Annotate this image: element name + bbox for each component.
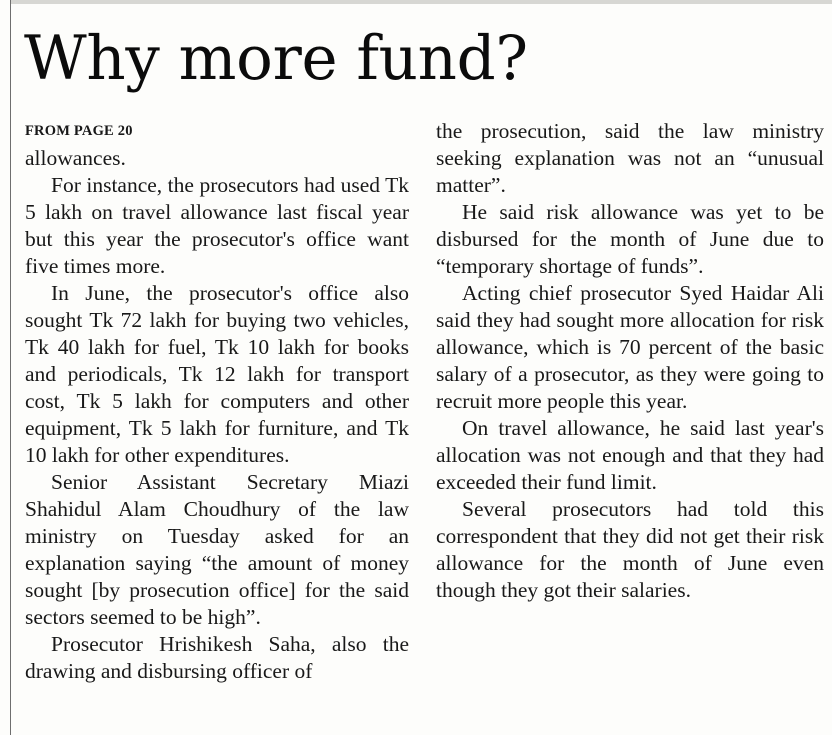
paragraph: the prosecution, said the law ministry seeking explanation was not an “unusual matter”.	[436, 119, 824, 197]
paragraph: Senior Assistant Secretary Miazi Shahidul Alam Choudhury of the law ministry on Tuesday asked for an explanation saying “the amount of money sought [by prosecution office] for the said sectors seemed to be high”.	[25, 470, 409, 629]
paragraph: For instance, the prosecutors had used Tk 5 lakh on travel allowance last fiscal year but this year the prosecutor's office want five times more.	[25, 173, 409, 278]
paragraph: Prosecutor Hrishikesh Saha, also the drawing and disbursing officer of	[25, 632, 409, 683]
page-top-edge	[10, 0, 832, 4]
paragraph: allowances.	[25, 146, 126, 170]
headline: Why more fund?	[24, 23, 528, 94]
paragraph: In June, the prosecutor's office also sought Tk 72 lakh for buying two vehicles, Tk 40 lakh for fuel, Tk 10 lakh for books and periodicals, Tk 12 lakh for transport cost, Tk 5 lakh for computers and other equipment, Tk 5 lakh for furniture, and Tk 10 lakh for other expenditures.	[25, 281, 409, 467]
column-rule	[10, 0, 11, 735]
paragraph: On travel allowance, he said last year's allocation was not enough and that they had exceeded their fund limit.	[436, 416, 824, 494]
right-column	[436, 118, 824, 604]
paragraph: He said risk allowance was yet to be disbursed for the month of June due to “temporary shortage of funds”.	[436, 200, 824, 278]
from-page-kicker: FROM PAGE 20	[25, 123, 133, 139]
paragraph: Several prosecutors had told this correspondent that they did not get their risk allowance for the month of June even though they got their salaries.	[436, 497, 824, 602]
left-column	[25, 118, 409, 685]
paragraph: Acting chief prosecutor Syed Haidar Ali said they had sought more allocation for risk allowance, which is 70 percent of the basic salary of a prosecutor, as they were going to recruit more people this year.	[436, 281, 824, 413]
